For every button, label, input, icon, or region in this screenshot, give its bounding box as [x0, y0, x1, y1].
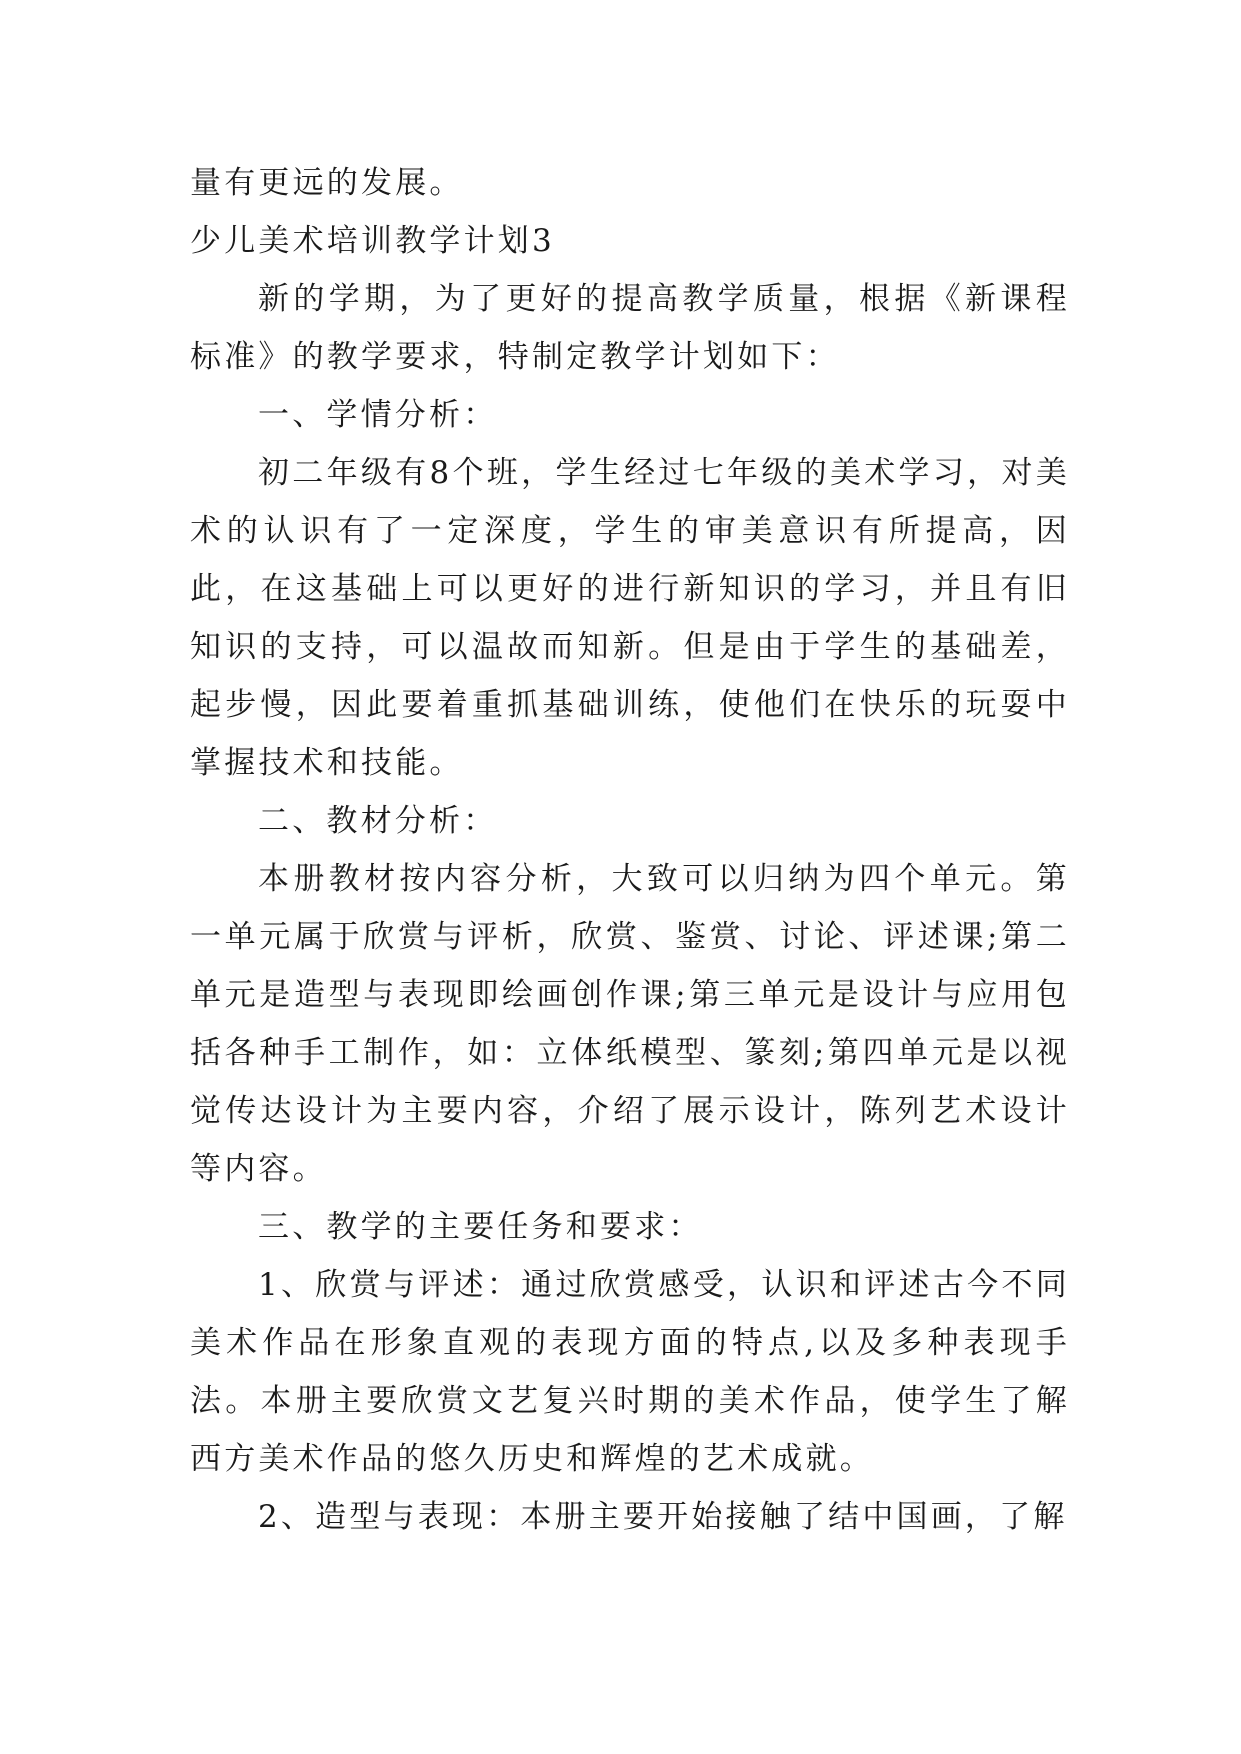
document-body: [190, 154, 1070, 1546]
heading-textbook-analysis: 二、教材分析：: [258, 803, 498, 839]
paragraph-task-appreciation: 1、欣赏与评述：通过欣赏感受，认识和评述古今不同美术作品在形象直观的表现方面的特点,以及多种表现手法。本册主要欣赏文艺复兴时期的美术作品，使学生了解西方美术作品的悠久历史和辉煌的艺术成就。: [190, 1267, 1070, 1477]
heading-student-analysis: 一、学情分析：: [258, 397, 498, 433]
paragraph-task-modeling: 2、造型与表现：本册主要开始接触了结中国画，了解: [258, 1499, 1068, 1535]
paragraph-student-analysis: 初二年级有8个班，学生经过七年级的美术学习，对美术的认识有了一定深度，学生的审美意识有所提高，因此，在这基础上可以更好的进行新知识的学习，并且有旧知识的支持，可以温故而知新。但是由于学生的基础差，起步慢，因此要着重抓基础训练，使他们在快乐的玩耍中掌握技术和技能。: [190, 455, 1070, 781]
paragraph-textbook-analysis: 本册教材按内容分析，大致可以归纳为四个单元。第一单元属于欣赏与评析，欣赏、鉴赏、讨论、评述课;第二单元是造型与表现即绘画创作课;第三单元是设计与应用包括各种手工制作，如：立体纸模型、篆刻;第四单元是以视觉传达设计为主要内容，介绍了展示设计，陈列艺术设计等内容。: [190, 861, 1070, 1187]
paragraph-intro: 新的学期，为了更好的提高教学质量，根据《新课程标准》的教学要求，特制定教学计划如下：: [190, 281, 1070, 375]
heading-main-tasks: 三、教学的主要任务和要求：: [258, 1209, 703, 1245]
section-title: 少儿美术培训教学计划3: [190, 223, 555, 259]
paragraph-continuation: 量有更远的发展。: [190, 165, 464, 201]
